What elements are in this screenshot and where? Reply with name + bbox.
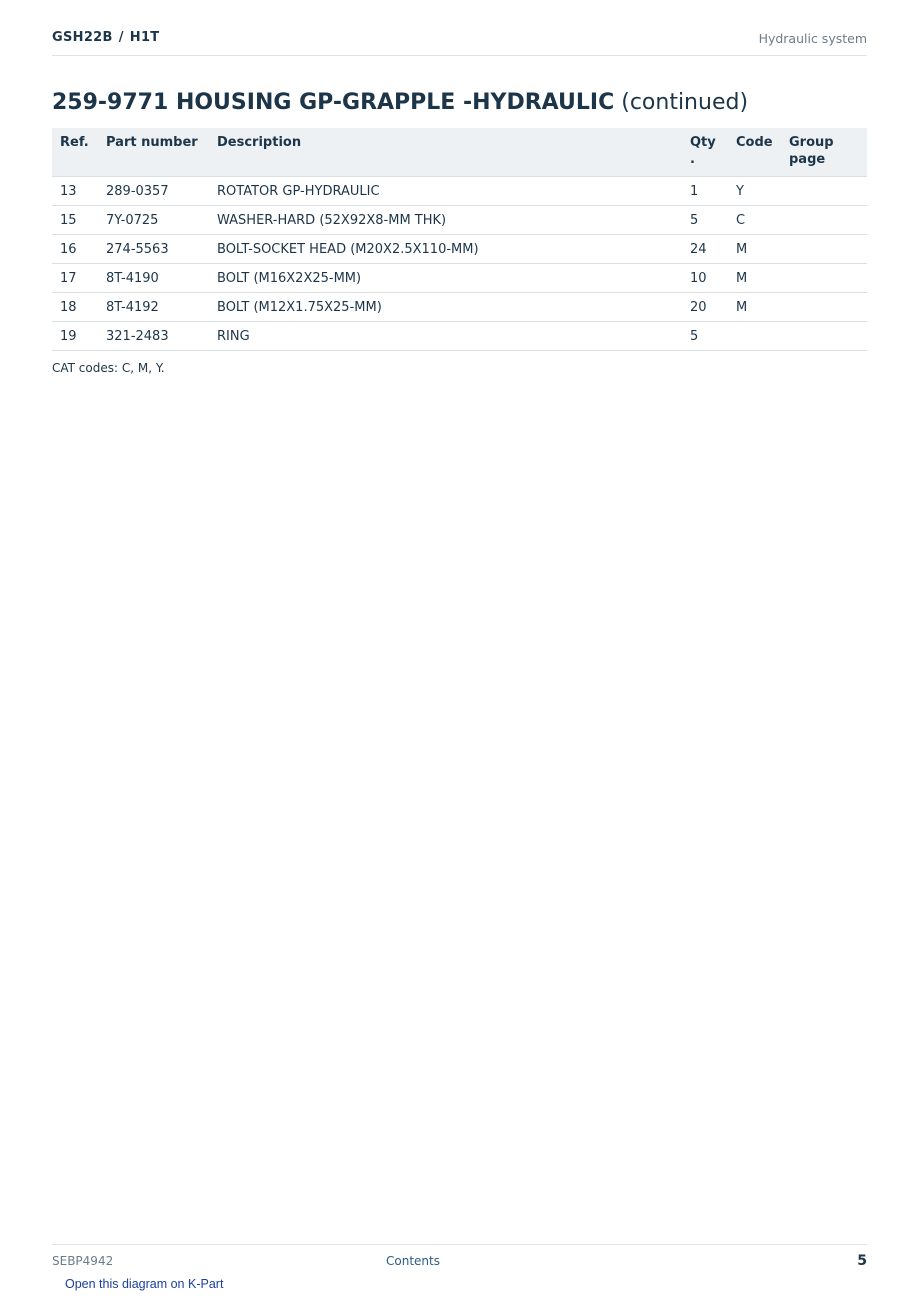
kpart-link[interactable]: Open this diagram on K-Part bbox=[65, 1277, 224, 1291]
cell-description: WASHER-HARD (52X92X8-MM THK) bbox=[209, 206, 682, 235]
model-label bbox=[52, 30, 159, 45]
document-number: SEBP4942 bbox=[52, 1254, 114, 1268]
cell-description: RING bbox=[209, 322, 682, 351]
cell-ref: 16 bbox=[52, 235, 98, 264]
model-separator: / bbox=[118, 30, 124, 45]
cell-group-page bbox=[781, 206, 867, 235]
header-ref: Ref. bbox=[52, 128, 98, 177]
cell-part-number: 8T-4192 bbox=[98, 293, 209, 322]
page-footer bbox=[52, 1244, 867, 1274]
cell-part-number: 8T-4190 bbox=[98, 264, 209, 293]
parts-table bbox=[52, 128, 867, 351]
cell-qty: 10 bbox=[682, 264, 728, 293]
title-main: 259-9771 HOUSING GP-GRAPPLE -HYDRAULIC bbox=[52, 90, 615, 115]
cell-part-number: 274-5563 bbox=[98, 235, 209, 264]
header-description: Description bbox=[209, 128, 682, 177]
header-qty: Qty . bbox=[682, 128, 728, 177]
cell-group-page bbox=[781, 264, 867, 293]
cell-ref: 13 bbox=[52, 177, 98, 206]
section-name: Hydraulic system bbox=[758, 31, 867, 46]
header-part-number: Part number bbox=[98, 128, 209, 177]
table-row bbox=[52, 206, 867, 235]
table-row bbox=[52, 177, 867, 206]
cell-code: C bbox=[728, 206, 781, 235]
cell-group-page bbox=[781, 293, 867, 322]
table-row bbox=[52, 293, 867, 322]
cell-code: M bbox=[728, 264, 781, 293]
cell-description: BOLT (M12X1.75X25-MM) bbox=[209, 293, 682, 322]
cell-group-page bbox=[781, 177, 867, 206]
table-row bbox=[52, 322, 867, 351]
cell-qty: 1 bbox=[682, 177, 728, 206]
cell-description: BOLT (M16X2X25-MM) bbox=[209, 264, 682, 293]
title-suffix: (continued) bbox=[621, 90, 749, 115]
cell-ref: 15 bbox=[52, 206, 98, 235]
cell-ref: 17 bbox=[52, 264, 98, 293]
cell-ref: 19 bbox=[52, 322, 98, 351]
cell-code bbox=[728, 322, 781, 351]
page-header bbox=[52, 28, 867, 56]
model-variant: H1T bbox=[129, 30, 160, 45]
model-name: GSH22B bbox=[52, 30, 113, 45]
cell-group-page bbox=[781, 322, 867, 351]
cell-ref: 18 bbox=[52, 293, 98, 322]
table-header-row bbox=[52, 128, 867, 177]
header-group-page: Group page bbox=[781, 128, 867, 177]
header-code: Code bbox=[728, 128, 781, 177]
cell-code: M bbox=[728, 235, 781, 264]
page-number: 5 bbox=[857, 1253, 867, 1269]
table-row bbox=[52, 235, 867, 264]
cell-part-number: 289-0357 bbox=[98, 177, 209, 206]
page-title bbox=[52, 90, 748, 115]
cell-group-page bbox=[781, 235, 867, 264]
cell-description: ROTATOR GP-HYDRAULIC bbox=[209, 177, 682, 206]
cat-codes-note: CAT codes: C, M, Y. bbox=[52, 361, 165, 375]
cell-qty: 24 bbox=[682, 235, 728, 264]
cell-part-number: 321-2483 bbox=[98, 322, 209, 351]
cell-code: Y bbox=[728, 177, 781, 206]
cell-qty: 5 bbox=[682, 322, 728, 351]
cell-qty: 5 bbox=[682, 206, 728, 235]
cell-part-number: 7Y-0725 bbox=[98, 206, 209, 235]
table-row bbox=[52, 264, 867, 293]
cell-qty: 20 bbox=[682, 293, 728, 322]
cell-description: BOLT-SOCKET HEAD (M20X2.5X110-MM) bbox=[209, 235, 682, 264]
cell-code: M bbox=[728, 293, 781, 322]
contents-link[interactable]: Contents bbox=[386, 1254, 440, 1268]
